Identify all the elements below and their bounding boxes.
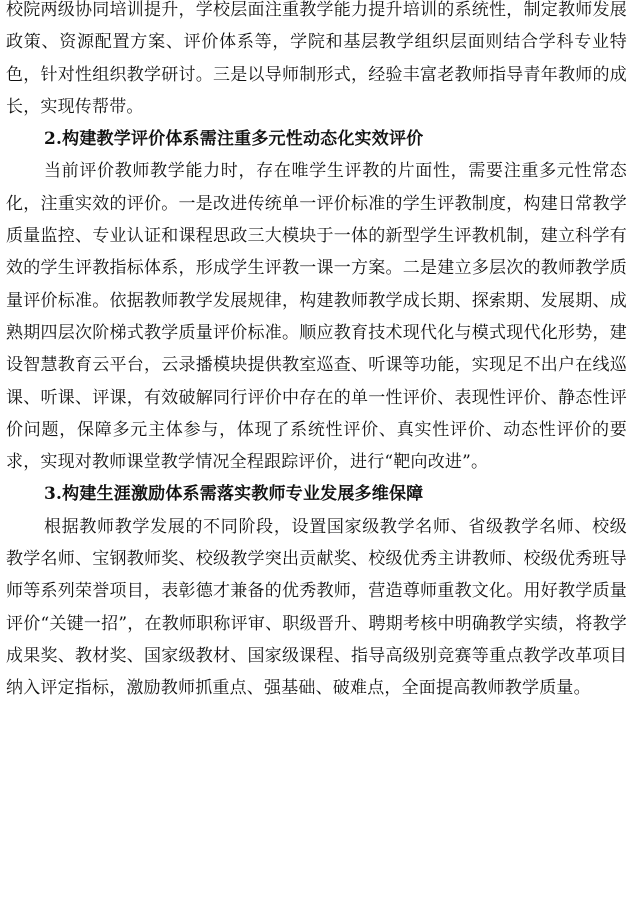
section-heading-3: 3.构建生涯激励体系需落实教师专业发展多维保障 — [44, 484, 424, 505]
body-paragraph-1: 校院两级协同培训提升，学校层面注重教学能力提升培训的系统性，制定教师发展政策、资源配置方案、评价体系等，学院和基层教学组织层面则结合学科专业特色，针对性组织教学研讨。三是以导师制形式，经验丰富老教师指导青年教师的成长，实现传帮带。 — [6, 0, 627, 117]
section-heading-2: 2.构建教学评价体系需注重多元性动态化实效评价 — [44, 129, 424, 150]
body-paragraph-2: 当前评价教师教学能力时，存在唯学生评教的片面性，需要注重多元性常态化，注重实效的评价。一是改进传统单一评价标准的学生评教制度，构建日常教学质量监控、专业认证和课程思政三大模块于一体的新型学生评教机制，建立科学有效的学生评教指标体系，形成学生评教一课一方案。二是建立多层次的教师教学质量评价标准。依据教师教学发展规律，构建教师教学成长期、探索期、发展期、成熟期四层次阶梯式教学质量评价标准。顺应教育技术现代化与模式现代化形势，建设智慧教育云平台，云录播模块提供教室巡查、听课等功能，实现足不出户在线巡课、听课、评课，有效破解同行评价中存在的单一性评价、表现性评价、静态性评价问题，保障多元主体参与，体现了系统性评价、真实性评价、动态性评价的要求，实现对教师课堂教学情况全程跟踪评价，进行“靶向改进”。 — [6, 161, 627, 473]
body-paragraph-3: 根据教师教学发展的不同阶段，设置国家级教学名师、省级教学名师、校级教学名师、宝钢教师奖、校级教学突出贡献奖、校级优秀主讲教师、校级优秀班导师等系列荣誉项目，表彰德才兼备的优秀教师，营造尊师重教文化。用好教学质量评价“关键一招”，在教师职称评审、职级晋升、聘期考核中明确教学实绩，将教学成果奖、教材奖、国家级教材、国家级课程、指导高级别竞赛等重点教学改革项目纳入评定指标，激励教师抓重点、强基础、破难点，全面提高教师教学质量。 — [6, 516, 627, 699]
